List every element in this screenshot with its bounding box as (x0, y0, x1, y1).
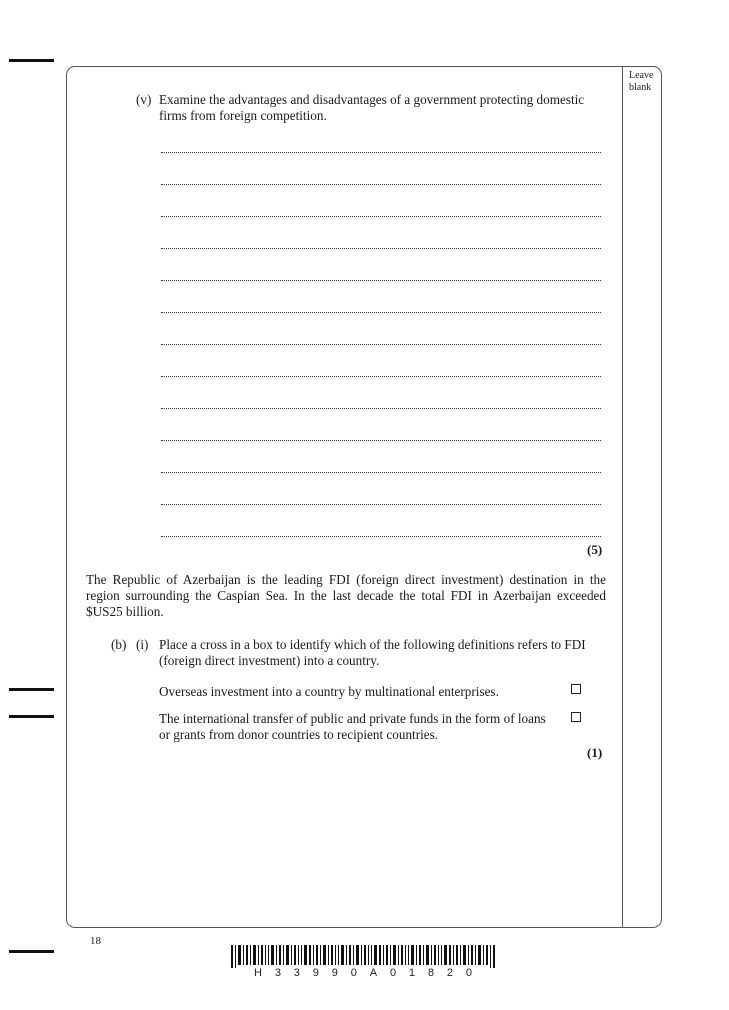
leave-blank-line2: blank (629, 82, 652, 93)
answer-line[interactable] (161, 534, 601, 537)
question-b-i-number: (i) (136, 637, 149, 652)
barcode-char: H (254, 967, 262, 979)
leave-blank-line1: Leave (629, 70, 654, 81)
registration-mark-middle-2 (9, 715, 54, 718)
registration-mark-top (9, 59, 54, 62)
answer-line[interactable] (161, 214, 601, 217)
option-2-checkbox[interactable] (571, 712, 581, 722)
answer-line[interactable] (161, 374, 601, 377)
question-v-marks: (5) (587, 542, 603, 557)
question-v-text: Examine the advantages and disadvantages of a government protecting domestic firms from foreign competition. (159, 92, 585, 123)
question-v-number: (v) (136, 92, 152, 107)
barcode-char: 8 (427, 967, 435, 979)
answer-line[interactable] (161, 182, 601, 185)
registration-mark-middle-1 (9, 688, 54, 691)
leave-blank-column-divider (622, 67, 623, 927)
barcode-char: 9 (331, 967, 338, 979)
answer-line[interactable] (161, 310, 601, 313)
question-b-i-text: Place a cross in a box to identify which of the following definitions refers to FDI (foreign direct investment) into a country. (159, 637, 586, 668)
barcode-char: 0 (389, 967, 397, 979)
barcode-char: A (369, 967, 378, 979)
answer-line[interactable] (161, 278, 601, 281)
answer-line[interactable] (161, 406, 601, 409)
option-2-text: The international transfer of public and private funds in the form of loans or grants from donor countries to recipient countries. (159, 711, 546, 742)
answer-line[interactable] (161, 342, 601, 345)
answer-line[interactable] (161, 470, 601, 473)
registration-mark-bottom (9, 950, 54, 953)
barcode-char: 2 (446, 967, 454, 979)
answer-line[interactable] (161, 502, 601, 505)
answer-line[interactable] (161, 150, 601, 153)
barcode-char: 3 (274, 967, 281, 979)
option-1-checkbox[interactable] (571, 684, 581, 694)
page-number: 18 (90, 935, 101, 947)
question-b-i-marks: (1) (587, 745, 603, 760)
barcode-char: 9 (312, 967, 319, 979)
barcode-char: 3 (293, 967, 300, 979)
intro-paragraph: The Republic of Azerbaijan is the leading FDI (foreign direct investment) destination in the region surrounding the Caspian Sea. In the last decade the total FDI in Azerbaijan exceeded $US25 billion. (86, 572, 606, 619)
question-b-part: (b) (111, 637, 127, 652)
answer-line[interactable] (161, 438, 601, 441)
barcode-char: 0 (465, 967, 472, 979)
barcode-char: 1 (408, 967, 416, 979)
barcode-char: 0 (350, 967, 357, 979)
option-1-text: Overseas investment into a country by multinational enterprises. (159, 684, 499, 699)
leave-blank-header (629, 70, 653, 94)
barcode-text (254, 967, 472, 979)
answer-line[interactable] (161, 246, 601, 249)
barcode-image (231, 945, 497, 968)
page-frame (66, 66, 662, 928)
